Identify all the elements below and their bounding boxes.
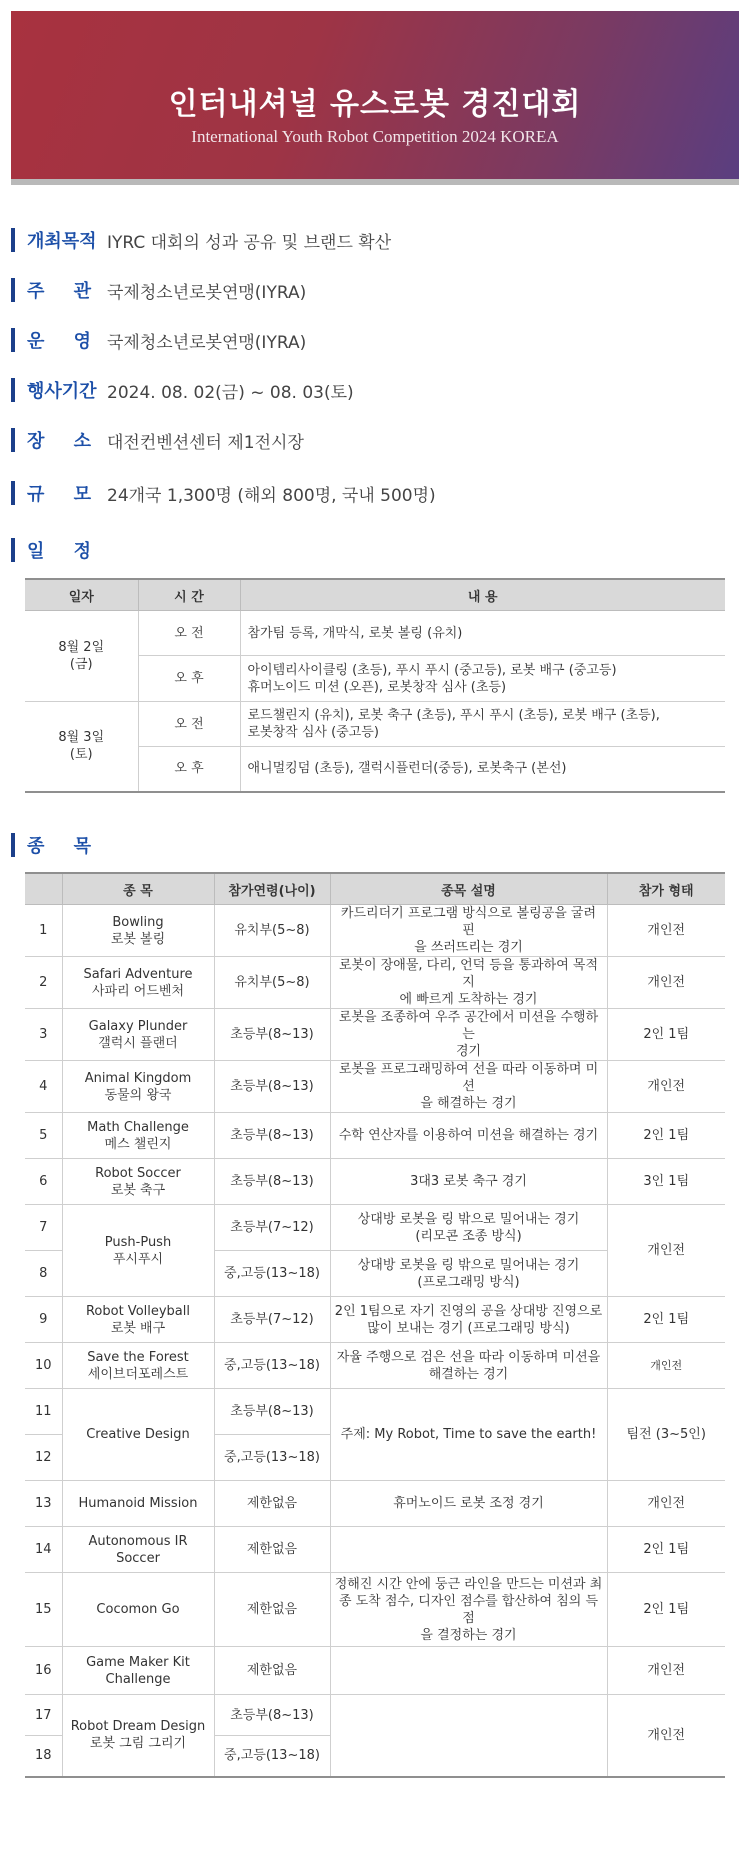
event-description bbox=[330, 1527, 607, 1573]
event-number: 5 bbox=[25, 1113, 62, 1159]
event-age: 제한없음 bbox=[214, 1573, 330, 1647]
event-number: 11 bbox=[25, 1389, 62, 1435]
table-header-row bbox=[25, 873, 725, 905]
time-cell: 오 전 bbox=[138, 611, 240, 656]
column-header: 참가연령(나이) bbox=[214, 873, 330, 905]
event-name: Humanoid Mission bbox=[62, 1481, 214, 1527]
event-number: 16 bbox=[25, 1647, 62, 1695]
event-type: 개인전 bbox=[607, 1647, 725, 1695]
event-description bbox=[330, 1647, 607, 1695]
info-label: 장 소 bbox=[27, 431, 91, 452]
table-row bbox=[25, 1647, 725, 1695]
event-number: 13 bbox=[25, 1481, 62, 1527]
schedule-table bbox=[25, 578, 725, 793]
event-age: 초등부(8~13) bbox=[214, 1113, 330, 1159]
date-cell: 8월 3일 (토) bbox=[25, 702, 138, 792]
event-age: 유치부(5~8) bbox=[214, 905, 330, 957]
content-cell: 애니멀킹덤 (초등), 갤럭시플런더(중등), 로봇축구 (본선) bbox=[240, 747, 725, 792]
table-header-row bbox=[25, 579, 725, 611]
event-description: 자율 주행으로 검은 선을 따라 이동하며 미션을 해결하는 경기 bbox=[330, 1343, 607, 1389]
info-value: 24개국 1,300명 (해외 800명, 국내 500명) bbox=[107, 486, 436, 506]
column-header bbox=[25, 873, 62, 905]
section-title: 일 정 bbox=[27, 541, 91, 562]
event-age: 제한없음 bbox=[214, 1647, 330, 1695]
event-age: 초등부(7~12) bbox=[214, 1297, 330, 1343]
event-type: 2인 1팀 bbox=[607, 1573, 725, 1647]
section-bar bbox=[11, 481, 15, 505]
event-type: 개인전 bbox=[607, 1481, 725, 1527]
event-number: 15 bbox=[25, 1573, 62, 1647]
event-type: 개인전 bbox=[607, 1343, 725, 1389]
event-number: 9 bbox=[25, 1297, 62, 1343]
column-header: 참가 형태 bbox=[607, 873, 725, 905]
info-value: 2024. 08. 02(금) ~ 08. 03(토) bbox=[107, 383, 354, 403]
event-type: 개인전 bbox=[607, 957, 725, 1009]
event-age: 중,고등(13~18) bbox=[214, 1251, 330, 1297]
table-row bbox=[25, 957, 725, 1009]
event-age: 초등부(7~12) bbox=[214, 1205, 330, 1251]
banner-subtitle: International Youth Robot Competition 2024 KOREA bbox=[191, 127, 559, 146]
event-description: 3대3 로봇 축구 경기 bbox=[330, 1159, 607, 1205]
event-description: 2인 1팀으로 자기 진영의 공을 상대방 진영으로 많이 보내는 경기 (프로그래밍 방식) bbox=[330, 1297, 607, 1343]
event-age: 중,고등(13~18) bbox=[214, 1343, 330, 1389]
info-value: 국제청소년로봇연맹(IYRA) bbox=[107, 283, 307, 303]
event-name: Animal Kingdom 동물의 왕국 bbox=[62, 1061, 214, 1113]
event-description: 로봇을 조종하여 우주 공간에서 미션을 수행하는 경기 bbox=[330, 1009, 607, 1061]
event-age: 중,고등(13~18) bbox=[214, 1736, 330, 1777]
event-age: 초등부(8~13) bbox=[214, 1389, 330, 1435]
column-header: 일자 bbox=[25, 579, 138, 611]
event-name: Cocomon Go bbox=[62, 1573, 214, 1647]
header-banner bbox=[11, 11, 739, 179]
time-cell: 오 후 bbox=[138, 747, 240, 792]
events-table bbox=[25, 872, 725, 1778]
event-description: 휴머노이드 로봇 조정 경기 bbox=[330, 1481, 607, 1527]
event-number: 8 bbox=[25, 1251, 62, 1297]
event-number: 12 bbox=[25, 1435, 62, 1481]
table-row bbox=[25, 1159, 725, 1205]
event-age: 제한없음 bbox=[214, 1481, 330, 1527]
table-row bbox=[25, 905, 725, 957]
banner-title: 인터내셔널 유스로봇 경진대회 bbox=[168, 87, 582, 122]
event-name: Robot Volleyball 로봇 배구 bbox=[62, 1297, 214, 1343]
event-age: 초등부(8~13) bbox=[214, 1009, 330, 1061]
info-label: 행사기간 bbox=[27, 381, 97, 402]
event-age: 초등부(8~13) bbox=[214, 1061, 330, 1113]
event-type: 개인전 bbox=[607, 1061, 725, 1113]
info-value: 대전컨벤션센터 제1전시장 bbox=[107, 433, 304, 453]
event-name: Galaxy Plunder 갤럭시 플랜더 bbox=[62, 1009, 214, 1061]
event-number: 10 bbox=[25, 1343, 62, 1389]
event-age: 유치부(5~8) bbox=[214, 957, 330, 1009]
content-cell: 아이템리사이클링 (초등), 푸시 푸시 (중고등), 로봇 배구 (중고등) 휴머노이드 미션 (오픈), 로봇창작 심사 (초등) bbox=[240, 656, 725, 702]
table-row bbox=[25, 1343, 725, 1389]
table-row bbox=[25, 611, 725, 656]
event-age: 초등부(8~13) bbox=[214, 1159, 330, 1205]
info-value: IYRC 대회의 성과 공유 및 브랜드 확산 bbox=[107, 233, 392, 253]
event-name: Robot Dream Design 로봇 그림 그리기 bbox=[62, 1695, 214, 1777]
info-label: 개최목적 bbox=[27, 231, 97, 252]
event-number: 7 bbox=[25, 1205, 62, 1251]
event-description: 로봇을 프로그래밍하여 선을 따라 이동하며 미션 을 해결하는 경기 bbox=[330, 1061, 607, 1113]
table-row bbox=[25, 1481, 725, 1527]
time-cell: 오 후 bbox=[138, 656, 240, 702]
date-cell: 8월 2일 (금) bbox=[25, 611, 138, 702]
event-number: 17 bbox=[25, 1695, 62, 1736]
event-number: 6 bbox=[25, 1159, 62, 1205]
section-title: 종 목 bbox=[27, 836, 91, 857]
event-description: 로봇이 장애물, 다리, 언덕 등을 통과하여 목적지 에 빠르게 도착하는 경기 bbox=[330, 957, 607, 1009]
section-bar bbox=[11, 833, 15, 857]
event-type: 2인 1팀 bbox=[607, 1113, 725, 1159]
event-name: Robot Soccer 로봇 축구 bbox=[62, 1159, 214, 1205]
table-row bbox=[25, 1009, 725, 1061]
event-age: 중,고등(13~18) bbox=[214, 1435, 330, 1481]
table-row bbox=[25, 1297, 725, 1343]
table-row bbox=[25, 1389, 725, 1435]
section-bar bbox=[11, 428, 15, 452]
event-number: 3 bbox=[25, 1009, 62, 1061]
event-type: 개인전 bbox=[607, 1695, 725, 1777]
column-header: 종 목 bbox=[62, 873, 214, 905]
table-row bbox=[25, 1205, 725, 1251]
section-bar bbox=[11, 378, 15, 402]
section-bar bbox=[11, 328, 15, 352]
event-type: 팀전 (3~5인) bbox=[607, 1389, 725, 1481]
info-label: 운 영 bbox=[27, 331, 91, 352]
info-label: 규 모 bbox=[27, 484, 91, 505]
event-number: 18 bbox=[25, 1736, 62, 1777]
event-description: 주제: My Robot, Time to save the earth! bbox=[330, 1389, 607, 1481]
event-age: 초등부(8~13) bbox=[214, 1695, 330, 1736]
table-row bbox=[25, 702, 725, 747]
table-row bbox=[25, 1061, 725, 1113]
section-bar bbox=[11, 278, 15, 302]
event-name: Autonomous IR Soccer bbox=[62, 1527, 214, 1573]
section-bar bbox=[11, 538, 15, 562]
column-header: 시 간 bbox=[138, 579, 240, 611]
event-type: 2인 1팀 bbox=[607, 1297, 725, 1343]
event-name: Push-Push 푸시푸시 bbox=[62, 1205, 214, 1297]
event-name: Math Challenge 메스 챌린지 bbox=[62, 1113, 214, 1159]
event-type: 개인전 bbox=[607, 1205, 725, 1297]
event-type: 2인 1팀 bbox=[607, 1009, 725, 1061]
event-name: Save the Forest 세이브더포레스트 bbox=[62, 1343, 214, 1389]
event-number: 4 bbox=[25, 1061, 62, 1113]
event-type: 개인전 bbox=[607, 905, 725, 957]
table-row bbox=[25, 1573, 725, 1647]
event-name: Bowling 로봇 볼링 bbox=[62, 905, 214, 957]
event-type: 2인 1팀 bbox=[607, 1527, 725, 1573]
event-name: Safari Adventure 사파리 어드벤처 bbox=[62, 957, 214, 1009]
time-cell: 오 전 bbox=[138, 702, 240, 747]
section-bar bbox=[11, 228, 15, 252]
banner-divider bbox=[11, 179, 739, 185]
event-description: 정해진 시간 안에 둥근 라인을 만드는 미션과 최 종 도착 점수, 디자인 점수를 합산하여 침의 득점 을 결정하는 경기 bbox=[330, 1573, 607, 1647]
table-row bbox=[25, 1695, 725, 1736]
content-cell: 참가팀 등록, 개막식, 로봇 볼링 (유치) bbox=[240, 611, 725, 656]
table-row bbox=[25, 1527, 725, 1573]
event-description: 상대방 로봇을 링 밖으로 밀어내는 경기 (리모콘 조종 방식) bbox=[330, 1205, 607, 1251]
event-age: 제한없음 bbox=[214, 1527, 330, 1573]
info-label: 주 관 bbox=[27, 281, 91, 302]
event-number: 1 bbox=[25, 905, 62, 957]
event-description: 카드리더기 프로그램 방식으로 볼링공을 굴려 핀 을 쓰러뜨리는 경기 bbox=[330, 905, 607, 957]
event-description: 상대방 로봇을 링 밖으로 밀어내는 경기 (프로그래밍 방식) bbox=[330, 1251, 607, 1297]
event-number: 14 bbox=[25, 1527, 62, 1573]
column-header: 내 용 bbox=[240, 579, 725, 611]
event-type: 3인 1팀 bbox=[607, 1159, 725, 1205]
table-row bbox=[25, 1113, 725, 1159]
event-name: Game Maker Kit Challenge bbox=[62, 1647, 214, 1695]
event-name: Creative Design bbox=[62, 1389, 214, 1481]
event-description: 수학 연산자를 이용하여 미션을 해결하는 경기 bbox=[330, 1113, 607, 1159]
info-value: 국제청소년로봇연맹(IYRA) bbox=[107, 333, 307, 353]
event-number: 2 bbox=[25, 957, 62, 1009]
content-cell: 로드챌린지 (유치), 로봇 축구 (초등), 푸시 푸시 (초등), 로봇 배구 (초등), 로봇창작 심사 (중고등) bbox=[240, 702, 725, 747]
column-header: 종목 설명 bbox=[330, 873, 607, 905]
event-description bbox=[330, 1695, 607, 1777]
